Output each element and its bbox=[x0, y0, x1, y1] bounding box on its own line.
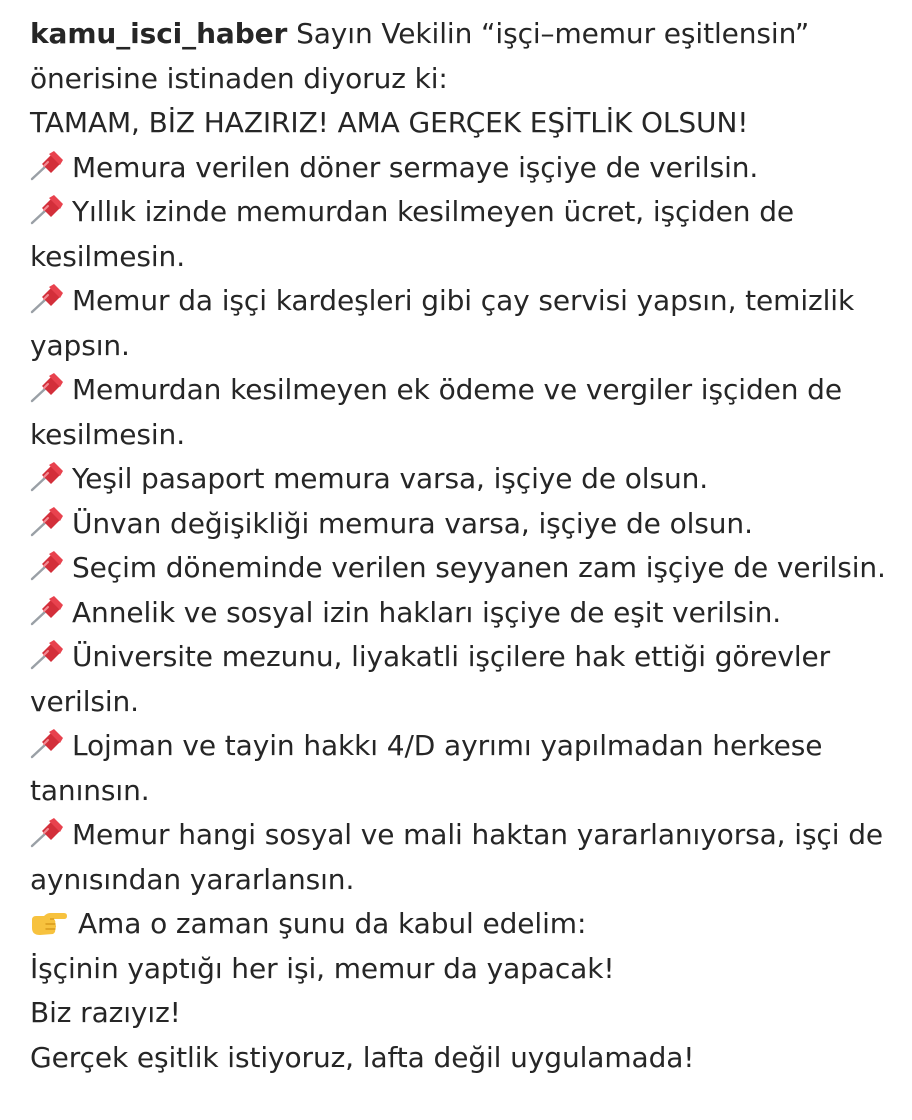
list-item-text: Ünvan değişikliği memura varsa, işçiye de olsun. bbox=[72, 506, 753, 540]
pointer-line-text: Ama o zaman şunu da kabul edelim: bbox=[78, 907, 587, 940]
closing-line: İşçinin yaptığı her işi, memur da yapacak! bbox=[30, 951, 615, 985]
list-item-text: Memur hangi sosyal ve mali haktan yararlanıyorsa, işçi de aynısından yararlansın. bbox=[30, 818, 884, 896]
pointer-line bbox=[30, 902, 900, 947]
list-item-text: Lojman ve tayin hakkı 4/D ayrımı yapılmadan herkese tanınsın. bbox=[30, 729, 823, 807]
caption-intro bbox=[30, 12, 900, 101]
list-item bbox=[30, 190, 900, 279]
closing-line: Biz razıyız! bbox=[30, 996, 181, 1029]
closing-line: Gerçek eşitlik istiyoruz, lafta değil uygulamada! bbox=[30, 1040, 695, 1074]
pushpin-icon bbox=[30, 729, 64, 759]
pushpin-icon bbox=[30, 818, 64, 848]
pushpin-icon bbox=[30, 507, 64, 537]
list-item bbox=[30, 368, 900, 457]
list-item-text: Memur da işçi kardeşleri gibi çay servisi yapsın, temizlik yapsın. bbox=[30, 284, 855, 362]
list-item bbox=[30, 502, 900, 547]
list-item bbox=[30, 591, 900, 636]
list-item-text: Yıllık izinde memurdan kesilmeyen ücret, işçiden de kesilmesin. bbox=[30, 195, 795, 273]
pushpin-icon bbox=[30, 151, 64, 181]
pushpin-icon bbox=[30, 373, 64, 403]
list-item-text: Annelik ve sosyal izin hakları işçiye de eşit verilsin. bbox=[72, 595, 782, 629]
pushpin-icon bbox=[30, 551, 64, 581]
list-item bbox=[30, 146, 900, 191]
list-item-text: Yeşil pasaport memura varsa, işçiye de olsun. bbox=[72, 462, 709, 495]
list-item bbox=[30, 813, 900, 902]
post-caption bbox=[30, 12, 900, 1080]
pushpin-icon bbox=[30, 284, 64, 314]
list-item-text: Üniversite mezunu, liyakatli işçilere hak ettiği görevler verilsin. bbox=[30, 640, 831, 718]
intro-text: Sayın Vekilin “işçi–memur eşitlensin” önerisine istinaden diyoruz ki: bbox=[30, 17, 810, 95]
caption-headline: TAMAM, BİZ HAZIRIZ! AMA GERÇEK EŞİTLİK OLSUN! bbox=[30, 106, 749, 139]
pushpin-icon bbox=[30, 640, 64, 670]
list-item bbox=[30, 279, 900, 368]
demands-list bbox=[30, 146, 900, 903]
list-item bbox=[30, 635, 900, 724]
list-item-text: Seçim döneminde verilen seyyanen zam işçiye de verilsin. bbox=[72, 551, 886, 584]
list-item-text: Memurdan kesilmeyen ek ödeme ve vergiler işçiden de kesilmesin. bbox=[30, 373, 842, 451]
list-item bbox=[30, 457, 900, 502]
list-item bbox=[30, 546, 900, 591]
username-link[interactable]: kamu_isci_haber bbox=[30, 17, 288, 50]
backhand-index-pointing-right-icon bbox=[30, 908, 68, 938]
list-item bbox=[30, 724, 900, 813]
list-item-text: Memura verilen döner sermaye işçiye de verilsin. bbox=[72, 150, 759, 184]
pushpin-icon bbox=[30, 596, 64, 626]
pushpin-icon bbox=[30, 195, 64, 225]
pushpin-icon bbox=[30, 462, 64, 492]
